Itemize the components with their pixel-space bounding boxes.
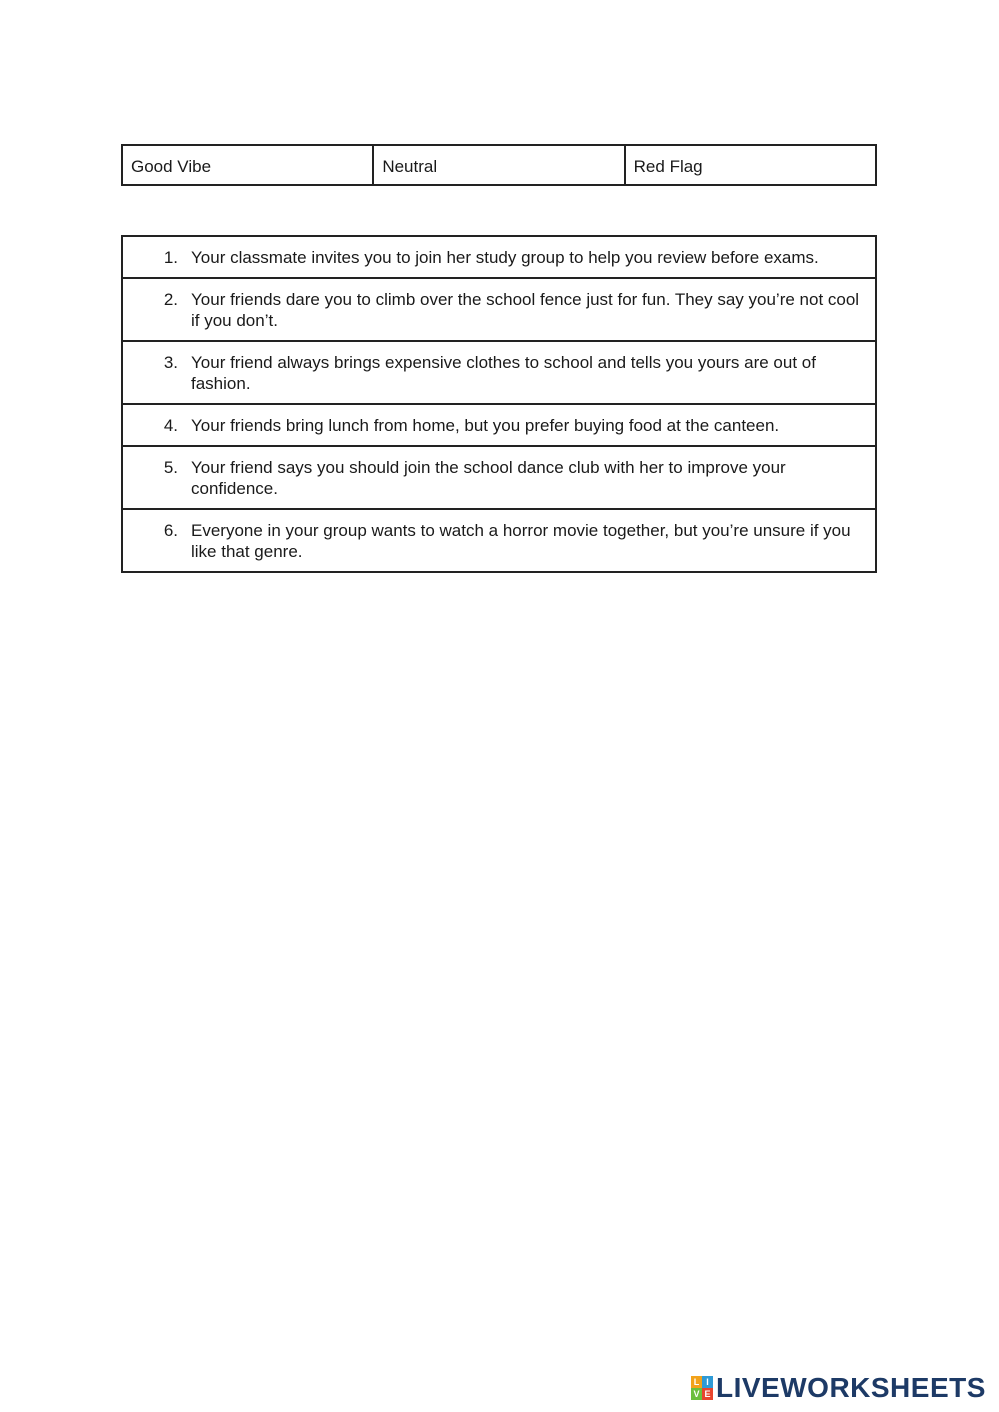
scenario-row-4[interactable]	[123, 405, 875, 447]
category-table	[121, 144, 877, 186]
scenario-number: 4.	[163, 416, 178, 435]
scenario-row-6[interactable]	[123, 510, 875, 571]
logo-block-l: L	[691, 1376, 702, 1388]
category-neutral[interactable]: Neutral	[374, 146, 625, 184]
scenario-number: 1.	[163, 248, 178, 267]
logo-block-e: E	[702, 1388, 713, 1400]
scenario-number: 5.	[163, 458, 178, 477]
scenario-number: 3.	[163, 353, 178, 372]
scenario-text: Your friends dare you to climb over the school fence just for fun. They say you’re not cool if you don’t.	[191, 290, 860, 330]
scenario-row-2[interactable]	[123, 279, 875, 342]
category-red-flag[interactable]: Red Flag	[633, 157, 703, 176]
logo-block-i: I	[702, 1376, 713, 1388]
scenario-row-5[interactable]	[123, 447, 875, 510]
logo-block-v: V	[691, 1388, 702, 1400]
scenario-row-1[interactable]	[123, 237, 875, 279]
logo-blocks-icon	[691, 1376, 713, 1400]
scenario-table	[121, 235, 877, 573]
scenario-number: 6.	[163, 521, 178, 540]
scenario-text: Everyone in your group wants to watch a horror movie together, but you’re unsure if you like that genre.	[191, 521, 851, 561]
scenario-text: Your friend says you should join the school dance club with her to improve your confidence.	[191, 458, 786, 498]
liveworksheets-logo	[691, 1372, 986, 1404]
scenario-text: Your classmate invites you to join her study group to help you review before exams.	[191, 248, 819, 267]
scenario-row-3[interactable]	[123, 342, 875, 405]
scenario-number: 2.	[163, 290, 178, 309]
category-good-vibe[interactable]: Good Vibe	[123, 146, 374, 184]
logo-text: LIVEWORKSHEETS	[716, 1372, 986, 1403]
scenario-text: Your friends bring lunch from home, but you prefer buying food at the canteen.	[191, 416, 780, 435]
scenario-text: Your friend always brings expensive clothes to school and tells you yours are out of fashion.	[191, 353, 816, 393]
